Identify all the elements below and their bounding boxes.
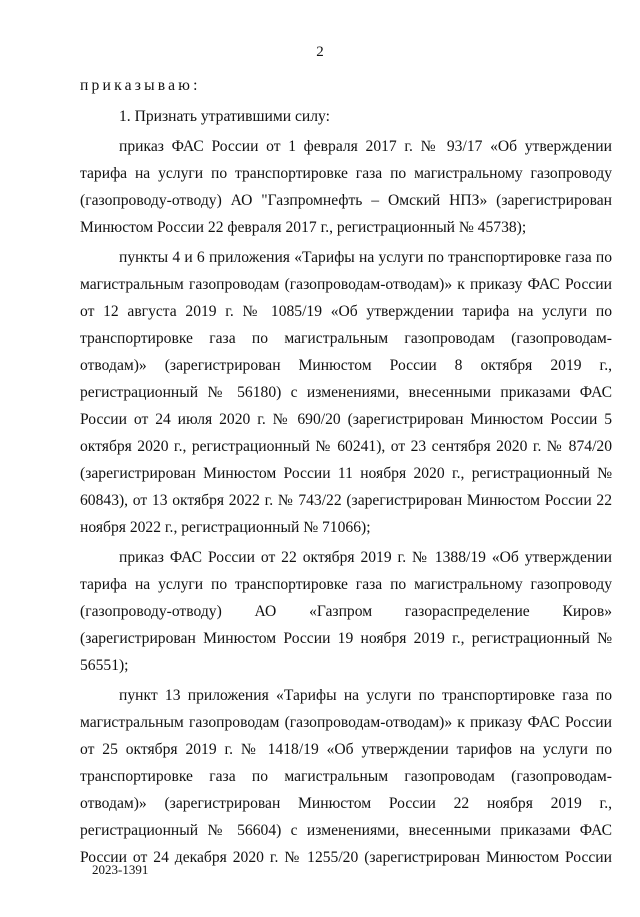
document-body — [80, 72, 612, 871]
page-number: 2 — [316, 44, 324, 60]
paragraph-fas-order-1085-19: пункты 4 и 6 приложения «Тарифы на услуги по транспортировке газа по магистральным газопроводам (газопроводам-отводам)» к приказу ФАС России от 12 августа 2019 г. № 1085/19 «Об утверждении тарифа на услуги по транспортировке газа по магистральным газопроводам (газопроводам-отводам)» (зарегистрирован Минюстом России 8 октября 2019 г., регистрационный № 56180) с изменениями, внесенными приказами ФАС России от 24 июля 2020 г. № 690/20 (зарегистрирован Минюстом России 5 октября 2020 г., регистрационный № 60241), от 23 сентября 2020 г. № 874/20 (зарегистрирован Минюстом России 11 ноября 2020 г., регистрационный № 60843), от 13 октября 2022 г. № 743/22 (зарегистрирован Минюстом России 22 ноября 2022 г., регистрационный № 71066); — [80, 249, 612, 536]
paragraph-fas-order-93-17: приказ ФАС России от 1 февраля 2017 г. № 93/17 «Об утверждении тарифа на услуги по транспортировке газа по магистральному газопроводу (газопроводу-отводу) АО "Газпромнефть – Омский НПЗ» (зарегистрирован Минюстом России 22 февраля 2017 г., регистрационный № 45738); — [80, 138, 612, 236]
prikaz-word: приказываю: — [80, 77, 201, 94]
item-heading: 1. Признать утратившими силу: — [119, 108, 330, 125]
document-code: 2023-1391 — [92, 862, 149, 877]
paragraph-fas-order-1418-19: пункт 13 приложения «Тарифы на услуги по транспортировке газа по магистральным газопроводам (газопроводам-отводам)» к приказу ФАС России от 25 октября 2019 г. № 1418/19 «Об утверждении тарифов на услуги по транспортировке газа по магистральным газопроводам (газопроводам-отводам)» (зарегистрирован Минюстом России 22 ноября 2019 г., регистрационный № 56604) с изменениями, внесенными приказами ФАС России от 24 декабря 2020 г. № 1255/20 (зарегистрирован Минюстом России — [80, 687, 612, 866]
paragraph-fas-order-1388-19: приказ ФАС России от 22 октября 2019 г. № 1388/19 «Об утверждении тарифа на услуги по транспортировке газа по магистральному газопроводу (газопроводу-отводу) АО «Газпром газораспределение Киров» (зарегистрирован Минюстом России 19 ноября 2019 г., регистрационный № 56551); — [80, 549, 612, 674]
